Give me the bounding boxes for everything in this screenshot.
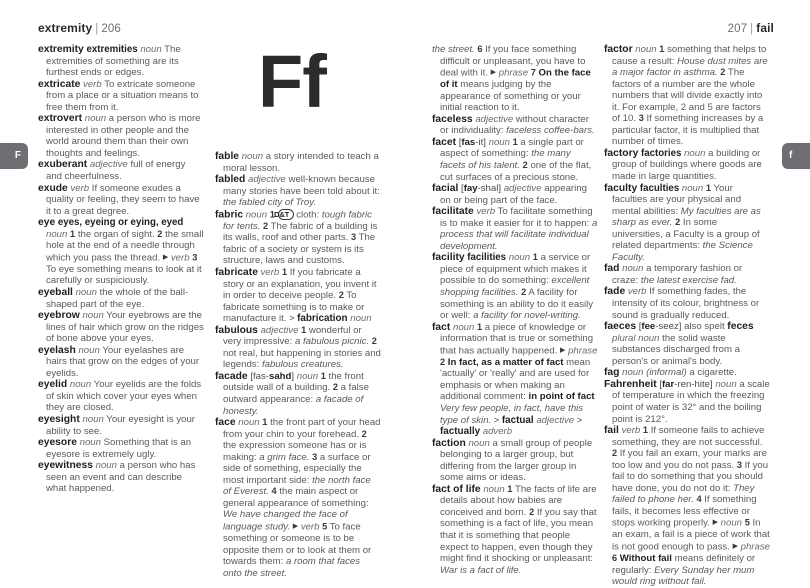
sense-number: 5 [322, 521, 328, 532]
part-of-speech: adjective [89, 159, 128, 171]
example-text: a facility for novel-writing. [473, 310, 581, 322]
sense-number: 1 [705, 182, 711, 193]
sense-text: the front outside wall of a building. [223, 370, 364, 394]
pos-arrow-icon: ▶ [490, 69, 497, 77]
sense-number: 2 [675, 217, 681, 228]
dictionary-entry[interactable] [604, 148, 770, 183]
sense-number: 3 [638, 113, 644, 124]
example-text: House dust mites are a major factor in asthma. [612, 55, 768, 79]
definition-text: a building or group of buildings where goods are made in large quantities. [612, 147, 762, 183]
example-text: fabulous creatures. [261, 359, 344, 371]
dictionary-entry[interactable] [604, 367, 770, 379]
part-of-speech: noun [238, 417, 260, 429]
dictionary-entry[interactable] [432, 206, 598, 252]
sense-text: If someone fails to achieve something, they are not successful. [612, 425, 765, 448]
entry-headword: facilitate [432, 206, 474, 218]
sense-text: The fabric of a society or system is its structure, laws and customs. [223, 232, 376, 267]
dictionary-entry[interactable] [432, 114, 598, 137]
sense-number: 2 [612, 448, 618, 459]
running-head-right-page-number: 207 [727, 23, 748, 35]
entry-inflected-forms: factories [641, 147, 682, 159]
sense-number: 2 [720, 67, 726, 78]
part-of-speech: verb [83, 78, 102, 90]
dictionary-entry[interactable] [38, 217, 204, 287]
sense-number: 3 [350, 232, 357, 243]
example-text: the many facets of his talent. [440, 148, 571, 171]
entry-headword: Fahrenheit [604, 378, 657, 390]
sense-text: If something increases by a particular factor, it is multiplied that number of times. [612, 113, 764, 148]
entry-headword: faction [432, 437, 466, 449]
entry-headword: eyebrow [38, 310, 80, 322]
dictionary-entry[interactable] [215, 209, 381, 267]
part-of-speech: adjective [503, 183, 542, 195]
sense-number: 1 [642, 425, 649, 436]
sense-text: the main aspect or general appearance of something: [223, 486, 369, 509]
dictionary-entry[interactable] [432, 252, 598, 321]
sense-number: 2 [361, 428, 367, 439]
dictionary-entry[interactable] [432, 322, 598, 438]
sense-number: 4 [696, 494, 702, 505]
entry-headword: face [215, 417, 236, 429]
definition-text: without character or individuality: [440, 113, 589, 137]
part-of-speech: verb [627, 286, 647, 298]
part-of-speech: verb [260, 266, 280, 278]
entry-headword: extrovert [38, 113, 83, 125]
definition-text: Something that is an eyesore is extremely ugly. [46, 437, 192, 460]
dictionary-entry[interactable] [38, 44, 204, 79]
sense-text: not real, but happening in stories and legends: [223, 347, 381, 371]
column-4 [604, 44, 770, 588]
pos-arrow-icon: ▶ [732, 543, 738, 551]
pronunciation: [fee-seez] [638, 321, 682, 333]
part-of-speech: verb [300, 521, 320, 533]
dictionary-entry[interactable] [38, 437, 204, 460]
entry-headword: extremity [38, 44, 84, 55]
sense-text: a surface or side of something, especially the most important side: [223, 451, 371, 486]
example-text: a process that will facilitate individual development. [440, 217, 598, 252]
sense-number: 2 [522, 159, 528, 170]
sense-text: the front part of your head from your chin to your forehead. [223, 417, 381, 440]
part-of-speech: noun [468, 437, 490, 449]
sense-text: The factors of a number are the whole numbers that will divide exactly into it. For example, 2 and 5 are factors of 10. [612, 67, 763, 125]
pos-arrow-icon: ▶ [162, 253, 169, 261]
definition-text: a person who has seen an event and can describe what happened. [46, 460, 196, 495]
definition-text: full of energy and cheerfulness. [46, 159, 186, 183]
entry-headword: exuberant [38, 159, 88, 171]
sense-number: 3 [192, 252, 198, 263]
sense-text: In an exam, a fail is a piece of work that is not good enough to pass. [612, 517, 770, 553]
sense-number: 1 [281, 266, 288, 277]
entry-headword: exude [38, 182, 68, 194]
running-head-right-separator: | [750, 23, 754, 35]
example-text: faceless coffee-bars. [506, 125, 595, 137]
sense-number: 2 [263, 220, 269, 231]
part-of-speech: noun [95, 460, 117, 472]
derivative-word: factually [440, 426, 481, 438]
sense-number: 1 [301, 324, 307, 335]
sense-text: In some universities, a Faculty is a group of related departments: [612, 217, 760, 252]
entry-headword: factor [604, 44, 633, 55]
dictionary-entry[interactable] [604, 44, 770, 148]
column-2 [215, 151, 381, 579]
sense-text: Your faculties are your physical and mental abilities: [612, 182, 742, 217]
part-of-speech: phrase [740, 541, 770, 553]
derivative-pos: noun [350, 313, 372, 325]
part-of-speech: adjective [248, 174, 286, 186]
example-text: the fabled city of Troy. [223, 197, 316, 209]
sense-number: 1 [507, 483, 513, 494]
entry-headword: eyesore [38, 437, 77, 449]
part-of-speech: noun [245, 209, 268, 221]
derivative-marker-icon: > [576, 414, 583, 425]
sense-text: something that helps to cause a result: [612, 44, 767, 67]
sense-number: 2 [529, 506, 535, 517]
sense-text: A facility for something is an ability to do it easily or well: [440, 286, 594, 322]
dictionary-entry[interactable] [38, 460, 204, 495]
sense-number: 1 [512, 136, 518, 147]
dictionary-entry[interactable] [38, 287, 204, 310]
dictionary-entry[interactable] [215, 325, 381, 371]
sense-text: a false outward appearance: [223, 382, 369, 405]
entry-headword: facility [432, 252, 465, 264]
sense-text: If you fail to do something that you should have done, you do not do it: [612, 459, 769, 494]
sense-number: 1 [269, 209, 275, 220]
definition-text: a cigarette. [689, 367, 737, 379]
example-text: the street. [432, 44, 475, 55]
definition-text: a person who is more interested in other people and the world around them than their own thoughts and feelings. [46, 113, 201, 159]
sense-number: 1 [659, 44, 665, 54]
sense-text: a single part or aspect of something: [440, 136, 584, 160]
entry-headword: eyewitness [38, 460, 93, 472]
example-text: excellent shopping facilities. [440, 275, 590, 298]
dictionary-entry[interactable] [604, 379, 770, 425]
definition-text: Your eyesight is your ability to see. [46, 414, 196, 437]
example-text: a fabulous picnic. [294, 336, 370, 348]
example-text: a grim face. [259, 451, 310, 463]
part-of-speech: noun [488, 136, 510, 148]
dictionary-entry[interactable] [604, 321, 770, 367]
part-of-speech: verb [70, 182, 90, 194]
sense-text: means definitely or regularly: [612, 553, 756, 576]
entry-headword: faceless [432, 113, 473, 125]
definition-text: a small group of people belonging to a larger group, but differing from the larger group in some aims or ideas. [440, 437, 593, 484]
part-of-speech: noun [82, 310, 104, 322]
sense-text: the expression someone has or is making: [223, 440, 367, 463]
dictionary-entry[interactable] [604, 263, 770, 286]
derivative-pos: adverb [482, 426, 513, 438]
sense-number: 1 [477, 321, 483, 332]
derivative-marker-icon: > [289, 313, 295, 324]
dictionary-entry[interactable] [38, 113, 204, 159]
entry-headword: eyeball [38, 286, 73, 298]
part-of-speech: noun [46, 228, 68, 240]
definition-text: Your eyelashes are hairs that grow on the edges of your eyelids. [46, 344, 200, 379]
subject-badge: D&T [278, 209, 294, 221]
sense-text: The facts of life are details about how babies are conceived and born. [440, 483, 597, 518]
sense-text: the organ of sight. [77, 228, 155, 240]
dictionary-entry[interactable] [604, 183, 770, 264]
example-text: We have changed the face of language study. [223, 509, 348, 533]
part-of-speech: noun [635, 44, 657, 55]
definition-text: a temporary fashion or craze: [612, 263, 743, 286]
example-text: the latest exercise fad. [640, 274, 737, 286]
entry-headword: fad [604, 263, 620, 275]
definition-text: well-known because many stories have been told about it: [223, 174, 380, 197]
phrase-text: in point of fact [528, 391, 595, 403]
running-head-left-headword: extremity [38, 21, 93, 35]
sense-number: 2 [371, 336, 377, 347]
pronunciation: [fas-sahd] [250, 370, 295, 382]
sense-text: a service or piece of equipment which makes it possible to do something: [440, 252, 591, 287]
derivative-marker-icon: > [493, 414, 500, 425]
entry-headword: fact of life [432, 483, 481, 495]
dictionary-entry[interactable] [38, 183, 204, 218]
entry-headword: eyelash [38, 344, 76, 356]
example-text: Every Sunday her mum would ring without fail. [612, 564, 755, 588]
definition-text: a scale of temperature in which the freezing point of water is 32° and the boiling point is 212°. [612, 378, 770, 425]
definition-text: Your eyelids are the folds of skin which cover your eyes when they are closed. [46, 379, 202, 414]
part-of-speech: noun [483, 483, 505, 495]
entry-headword: fabric [215, 209, 244, 221]
definition-text: To extricate someone from a place or a situation means to free them from it. [46, 78, 199, 113]
part-of-speech: noun [84, 113, 107, 125]
example-text: tough fabric for tents. [223, 209, 372, 232]
entry-headword: eyelid [38, 379, 68, 391]
entry-headword: eye [38, 217, 56, 229]
dictionary-entry[interactable] [215, 174, 381, 209]
sense-number: 6 [612, 553, 618, 564]
example-text: My faculties are as sharp as ever. [612, 205, 761, 229]
entry-headword: fag [604, 367, 620, 379]
column-1 [38, 44, 204, 495]
entry-inflected-forms: facilities [467, 252, 507, 264]
dictionary-entry[interactable] [38, 379, 204, 414]
entry-headword: fable [215, 151, 240, 162]
definition-text: Your eyebrows are the lines of hair which grow on the ridges of bone above your eyes. [46, 310, 204, 345]
part-of-speech: noun [78, 344, 100, 356]
sense-text: If you fabricate a story or an explanation, you invent it in order to deceive people. [223, 266, 377, 302]
definition-text: the whole of the ball-shaped part of the eye. [46, 286, 189, 310]
definition-text: appearing on or being part of the face. [440, 183, 587, 206]
running-head-left-page-number: 206 [101, 23, 121, 35]
entry-headword: fabricate [215, 266, 258, 278]
part-of-speech: noun [684, 147, 706, 159]
phrase-text: In fact, as a matter of fact [447, 356, 564, 368]
dictionary-entry[interactable] [38, 345, 204, 380]
sense-text: If something fails, it becomes less effective or stops working properly. [612, 494, 757, 529]
entry-inflected-forms: extremities [86, 44, 138, 55]
definition-text: a story intended to teach a moral lesson. [223, 151, 379, 174]
continued-entry [432, 44, 598, 114]
sense-text: a piece of knowledge or information that is true or something that has actually happened. [440, 321, 594, 357]
pronunciation: [far-ren-hite] [659, 378, 713, 390]
entry-headword: faeces [604, 321, 637, 333]
entry-headword: facial [432, 183, 459, 195]
sense-number: 6 [477, 44, 483, 54]
register-label: (informal) [646, 367, 687, 379]
derivative-pos: adjective [536, 414, 575, 426]
part-of-speech: noun [622, 367, 644, 379]
entry-headword: facade [215, 370, 248, 382]
sense-text: the small hole at the end of a needle through which you pass the thread. [46, 228, 204, 264]
part-of-speech: noun [75, 286, 97, 298]
sense-text: If you face something difficult or unpleasant, you have to deal with it. [440, 44, 586, 79]
part-of-speech: adjective [475, 113, 514, 125]
running-head-left-separator: | [95, 23, 99, 35]
sense-text: cloth: [296, 209, 320, 221]
dictionary-entry[interactable] [215, 267, 381, 325]
part-of-speech: noun [622, 263, 644, 275]
sense-text: one of the flat, cut surfaces of a precious stone. [440, 159, 592, 183]
dictionary-entry[interactable] [215, 151, 381, 174]
sense-number: 2 [338, 290, 344, 301]
dictionary-entry[interactable] [215, 417, 381, 579]
dictionary-entry[interactable] [604, 425, 770, 588]
derivative-word: fabrication [297, 313, 348, 325]
part-of-speech: noun [452, 321, 475, 333]
part-of-speech: noun [140, 44, 162, 55]
dictionary-entry[interactable] [38, 159, 204, 182]
example-text: Very few people, in fact, have this type of skin. [440, 402, 584, 426]
part-of-speech: verb [476, 206, 496, 218]
part-of-speech: noun [720, 517, 743, 529]
entry-headword: factory [604, 147, 639, 159]
dictionary-entry[interactable] [38, 414, 204, 437]
dictionary-entry[interactable] [432, 438, 598, 484]
sense-number: 1 [262, 417, 268, 428]
sense-number: 2 [521, 286, 527, 297]
variant-note: also spelt [684, 321, 725, 333]
pos-arrow-icon: ▶ [560, 346, 566, 354]
dictionary-entry[interactable] [38, 79, 204, 114]
sense-text: To fabricate something is to make or manufacture it. [223, 290, 365, 325]
example-text: a facade of honesty. [223, 393, 364, 417]
sense-number: 1 [320, 370, 326, 381]
sense-number: 1 [532, 252, 538, 263]
part-of-speech: phrase [498, 67, 529, 79]
definition-text: To facilitate something is to make it easier for it to happen: [440, 206, 593, 229]
sense-number: 3 [736, 459, 742, 470]
thumb-tab-left-label: F [14, 150, 21, 161]
phrase-text: Without fail [619, 553, 672, 565]
sense-text: mean 'actually' or 'really' and are used for emphasis or when making an additional comment: [440, 356, 591, 403]
part-of-speech: noun [508, 252, 531, 264]
sense-text: means judging by the appearance of something or your initial reaction to it. [440, 79, 581, 114]
sense-number: 4 [271, 486, 277, 497]
sense-number: 7 [530, 67, 536, 78]
entry-headword: extricate [38, 78, 81, 90]
variant-spelling: feces [727, 321, 754, 333]
part-of-speech: noun [79, 437, 101, 449]
example-text: the Science Faculty. [612, 240, 753, 263]
pos-arrow-icon: ▶ [292, 523, 299, 530]
pos-arrow-icon: ▶ [712, 519, 718, 527]
pronunciation: [fas-it] [458, 136, 486, 148]
part-of-speech: noun [241, 151, 264, 162]
dictionary-entry[interactable] [38, 310, 204, 345]
sense-number: 3 [312, 451, 318, 462]
entry-headword: fabulous [215, 324, 258, 336]
dictionary-entry[interactable] [604, 286, 770, 321]
dictionary-entry[interactable] [432, 484, 598, 576]
part-of-speech: plural noun [612, 332, 660, 344]
part-of-speech: verb [621, 425, 641, 437]
running-head-right-headword: fail [756, 21, 774, 35]
example-text: War is a fact of life. [440, 564, 522, 576]
entry-headword: fade [604, 286, 626, 298]
sense-number: 5 [744, 517, 750, 528]
phrase-text: On the face of it [440, 67, 591, 91]
definition-text: If something fades, the intensity of its colour, brightness or sound is gradually reduced. [612, 286, 760, 321]
part-of-speech: noun [296, 370, 319, 382]
entry-headword: faculty [604, 182, 638, 194]
sense-text: The fabric of a building is its walls, roof and other parts. [223, 220, 378, 244]
pronunciation: [fay-shal] [461, 183, 502, 195]
entry-headword: fabled [215, 174, 246, 186]
sense-number: 2 [157, 228, 163, 239]
sense-number: 2 [332, 382, 338, 393]
dictionary-entry[interactable] [215, 371, 381, 417]
entry-headword: fact [432, 321, 451, 333]
entry-inflected-forms: faculties [639, 182, 680, 194]
thumb-tab-right-label: f [789, 150, 793, 161]
part-of-speech: verb [170, 252, 190, 264]
sense-text: To face something or someone is to be opposite them or to look at them or towards them: [223, 521, 372, 568]
entry-headword: fail [604, 425, 619, 437]
example-text: a room that faces onto the street. [223, 556, 361, 579]
dictionary-entry[interactable] [432, 137, 598, 183]
part-of-speech: noun [681, 182, 704, 194]
part-of-speech: noun [69, 379, 92, 391]
sense-text: wonderful or very impressive: [223, 324, 362, 348]
sense-text: If you say that something is a fact of life, you mean that it is something that people expect to happen, even though they might find it shocking or unpleasant: [440, 506, 597, 565]
part-of-speech: adjective [260, 324, 299, 336]
part-of-speech: phrase [568, 345, 598, 357]
sense-text: To eye something means to look at it carefully or suspiciously. [46, 263, 202, 287]
section-letter-heading: Ff [258, 40, 326, 123]
column-3 [432, 44, 598, 576]
part-of-speech: noun [715, 378, 737, 390]
definition-text: If someone exudes a quality or feeling, they seem to have it to a great degree. [46, 182, 200, 217]
dictionary-entry[interactable] [432, 183, 598, 206]
example-text: the north face of Everest. [223, 474, 371, 498]
sense-number: 2 [440, 356, 446, 367]
derivative-word: factual [501, 414, 534, 426]
sense-number: 1 [70, 228, 76, 239]
definition-text: The extremities of something are its furthest ends or edges. [46, 44, 181, 79]
entry-inflected-forms: eyes, eyeing or eying, eyed [57, 217, 184, 229]
entry-headword: eyesight [38, 414, 80, 425]
part-of-speech: noun [82, 414, 104, 425]
definition-text: the solid waste substances discharged from a person's or animal's body. [612, 332, 740, 367]
entry-headword: facet [432, 136, 457, 148]
sense-text: If you fail an exam, your marks are too low and you do not pass. [612, 448, 767, 471]
example-text: They failed to phone her. [612, 482, 755, 506]
